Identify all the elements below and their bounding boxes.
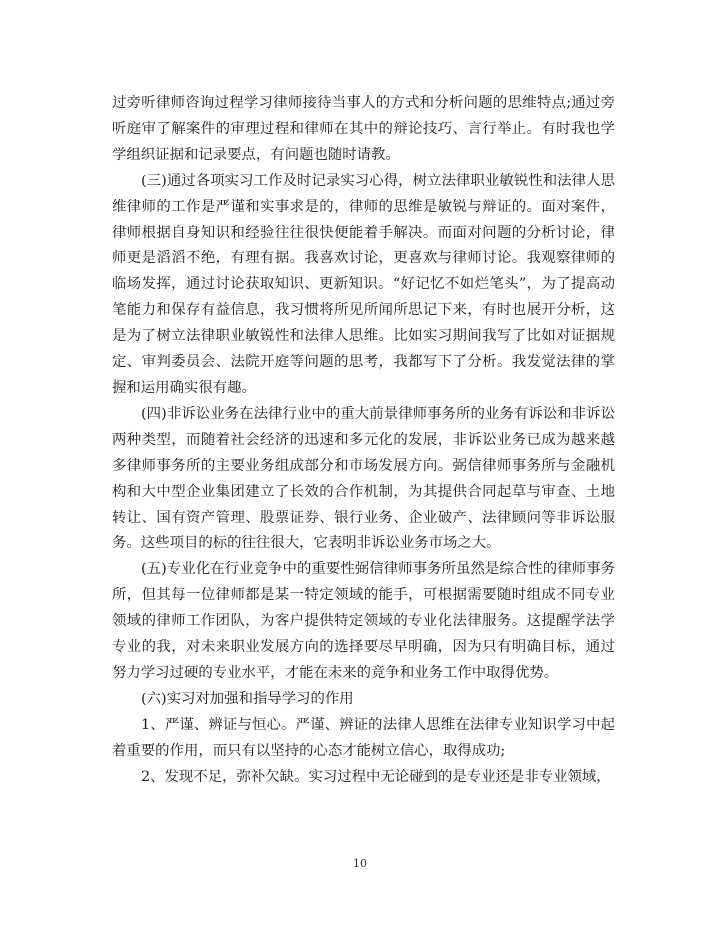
paragraph-item-2: 2、发现不足，弥补欠缺。实习过程中无论碰到的是专业还是非专业领域， bbox=[141, 768, 611, 785]
paragraph-continuation: 过旁听律师咨询过程学习律师接待当事人的方式和分析问题的思维特点;通过旁听庭审了解案件的审理过程和律师在其中的辩论技巧、言行举止。有时我也学学组织证据和记录要点，有问题也随时请教。 bbox=[112, 95, 615, 163]
page-number: 10 bbox=[353, 857, 367, 870]
document-body bbox=[112, 91, 615, 790]
paragraph-section-5: (五)专业化在行业竞争中的重要性弼信律师事务所虽然是综合性的律师事务所，但其每一位律师都是某一特定领域的能手，可根据需要随时组成不同专业领域的律师工作团队，为客户提供特定领域的专业化法律服务。这提醒学法学专业的我，对未来职业发展方向的选择要尽早明确，因为只有明确目标，通过努力学习过硬的专业水平，才能在未来的竞争和业务工作中取得优势。 bbox=[112, 561, 615, 681]
paragraph-item-1: 1、严谨、辨证与恒心。严谨、辨证的法律人思维在法律专业知识学习中起着重要的作用，而只有以坚持的心态才能树立信心，取得成功; bbox=[112, 716, 615, 759]
paragraph-section-3: (三)通过各项实习工作及时记录实习心得，树立法律职业敏锐性和法律人思维律师的工作是严谨和实事求是的，律师的思维是敏锐与辩证的。面对案件，律师根据自身知识和经验往往很快便能着手解决。而面对问题的分析讨论，律师更是滔滔不绝，有理有据。我喜欢讨论，更喜欢与律师讨论。我观察律师的临场发挥，通过讨论获取知识、更新知识。“好记忆不如烂笔头”，为了提高动笔能力和保存有益信息，我习惯将所见所闻所思记下来，有时也展开分析，这是为了树立法律职业敏锐性和法律人思维。比如实习期间我写了比如对证据规定、审判委员会、法院开庭等问题的思考，我都写下了分析。我发觉法律的掌握和运用确实很有趣。 bbox=[112, 172, 615, 396]
paragraph-section-6-heading: (六)实习对加强和指导学习的作用 bbox=[141, 690, 354, 707]
paragraph-section-4: (四)非诉讼业务在法律行业中的重大前景律师事务所的业务有诉讼和非诉讼两种类型，而随着社会经济的迅速和多元化的发展，非诉讼业务已成为越来越多律师事务所的主要业务组成部分和市场发展方向。弼信律师事务所与金融机构和大中型企业集团建立了长效的合作机制，为其提供合同起草与审查、土地转让、国有资产管理、股票证券、银行业务、企业破产、法律顾问等非诉讼服务。这些项目的标的往往很大，它表明非诉讼业务市场之大。 bbox=[112, 405, 615, 552]
